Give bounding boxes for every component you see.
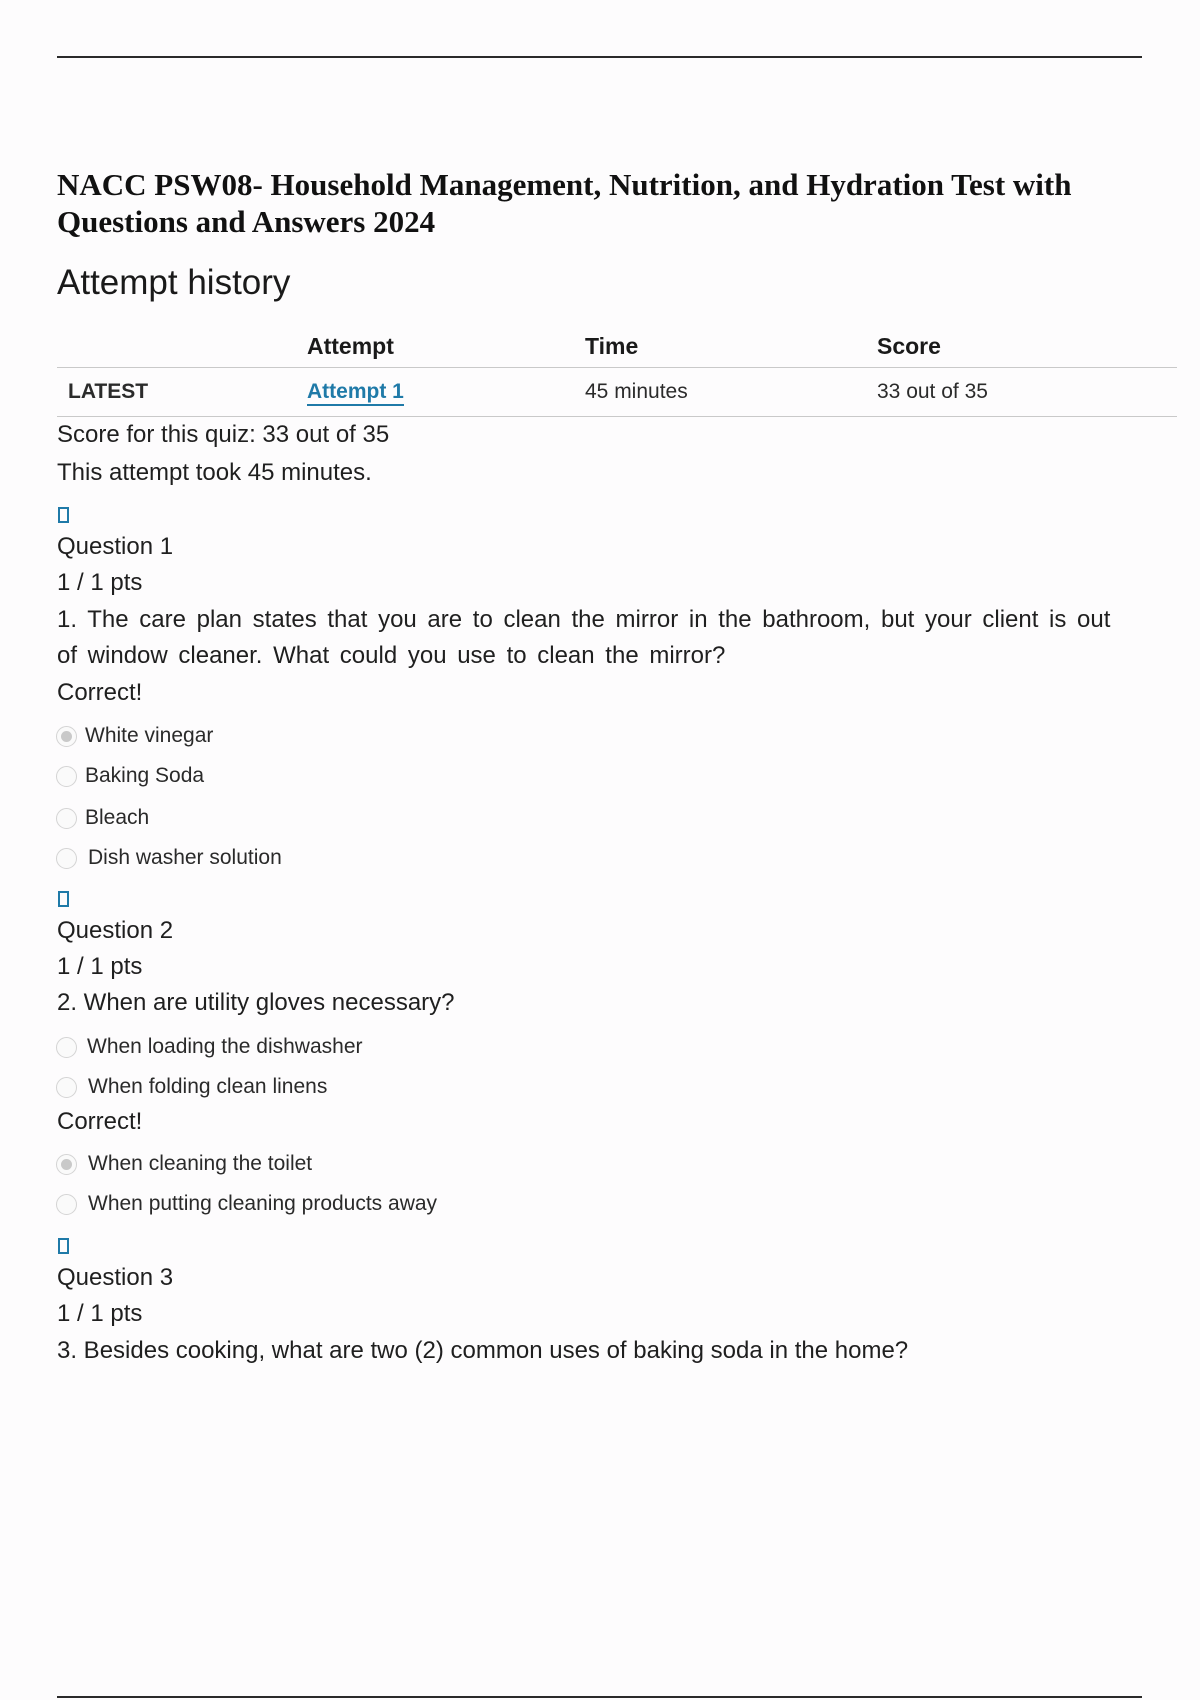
question-1-correct-label: Correct! xyxy=(57,679,143,706)
answer-label: When folding clean linens xyxy=(88,1075,328,1098)
radio-button[interactable] xyxy=(56,1077,77,1098)
radio-button[interactable] xyxy=(56,1037,77,1058)
attempt-history-heading: Attempt history xyxy=(57,263,291,302)
question-1-text: 1. The care plan states that you are to clean the mirror in the bathroom, but your client is out of window cleaner. What could you use to clean the mirror? xyxy=(57,606,1111,669)
radio-button[interactable] xyxy=(56,766,77,787)
question-2-points: 1 / 1 pts xyxy=(57,953,143,980)
question-1-title: Question 1 xyxy=(57,533,174,560)
answer-label: Bleach xyxy=(85,806,150,829)
answer-option[interactable] xyxy=(56,845,282,871)
top-divider xyxy=(57,56,1142,58)
answer-option[interactable] xyxy=(56,1191,437,1217)
score-cell: 33 out of 35 xyxy=(877,368,1177,417)
answer-label: When loading the dishwasher xyxy=(87,1035,363,1058)
question-1-points: 1 / 1 pts xyxy=(57,569,143,596)
column-header-score: Score xyxy=(877,325,1177,368)
answer-label: Dish washer solution xyxy=(88,846,282,869)
column-header-attempt: Attempt xyxy=(307,325,585,368)
answer-option[interactable] xyxy=(56,1074,327,1100)
table-row xyxy=(57,368,1177,417)
answer-label: White vinegar xyxy=(85,724,214,747)
answer-label: When cleaning the toilet xyxy=(88,1152,313,1175)
answer-option[interactable] xyxy=(56,723,213,749)
radio-button[interactable] xyxy=(56,808,77,829)
question-flag-icon[interactable] xyxy=(58,891,69,907)
attempt-cell xyxy=(307,368,585,417)
question-3-points: 1 / 1 pts xyxy=(57,1300,143,1327)
answer-option[interactable] xyxy=(56,805,149,831)
question-flag-icon[interactable] xyxy=(58,507,69,523)
question-2-title: Question 2 xyxy=(57,917,174,944)
attempt-history-table xyxy=(57,325,1177,417)
radio-button[interactable] xyxy=(56,1194,77,1215)
document-title: NACC PSW08- Household Management, Nutrition, and Hydration Test with Questions and Answers 2024 xyxy=(57,167,1072,239)
answer-option[interactable] xyxy=(56,1034,363,1060)
attempt-table-header-row xyxy=(57,325,1177,368)
column-header-time: Time xyxy=(585,325,877,368)
bottom-divider xyxy=(57,1696,1142,1698)
question-2-text: 2. When are utility gloves necessary? xyxy=(57,989,455,1016)
answer-label: Baking Soda xyxy=(85,764,205,787)
answer-label: When putting cleaning products away xyxy=(88,1192,438,1215)
radio-button-selected[interactable] xyxy=(56,726,77,747)
question-3-title: Question 3 xyxy=(57,1264,174,1291)
column-header-blank xyxy=(57,325,307,368)
radio-button-selected[interactable] xyxy=(56,1154,77,1175)
question-3-text: 3. Besides cooking, what are two (2) common uses of baking soda in the home? xyxy=(57,1337,909,1364)
answer-option[interactable] xyxy=(56,763,204,789)
question-flag-icon[interactable] xyxy=(58,1238,69,1254)
radio-button[interactable] xyxy=(56,848,77,869)
time-cell: 45 minutes xyxy=(585,368,877,417)
answer-option[interactable] xyxy=(56,1151,312,1177)
question-2-correct-label: Correct! xyxy=(57,1108,143,1135)
attempt-duration-summary: This attempt took 45 minutes. xyxy=(57,459,372,486)
quiz-score-summary: Score for this quiz: 33 out of 35 xyxy=(57,421,390,448)
latest-label: LATEST xyxy=(57,368,307,417)
attempt-1-link[interactable]: Attempt 1 xyxy=(307,380,404,406)
